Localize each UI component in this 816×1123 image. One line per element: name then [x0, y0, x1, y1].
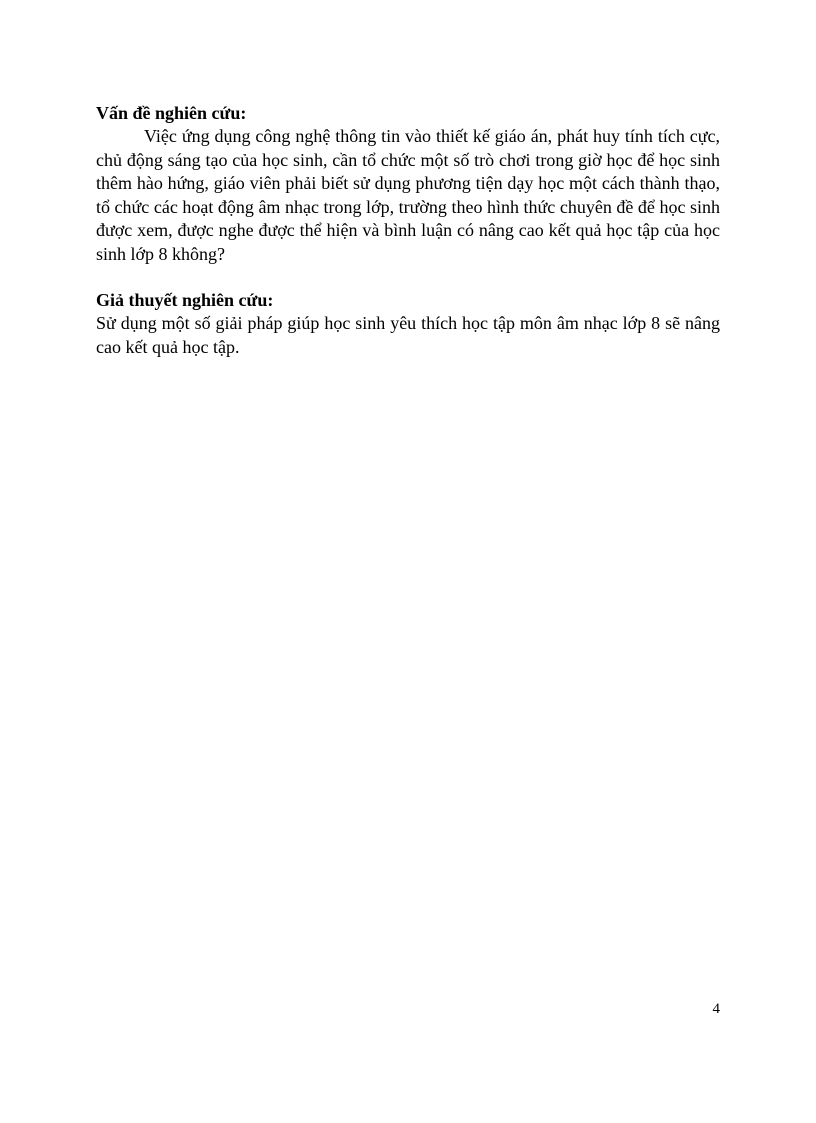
section-heading-hypothesis: Giả thuyết nghiên cứu:: [96, 290, 274, 310]
section-spacer: [96, 266, 720, 289]
page-number: 4: [712, 1001, 720, 1017]
page-content: [96, 102, 720, 359]
paragraph-hypothesis: Sử dụng một số giải pháp giúp học sinh yêu thích học tập môn âm nhạc lớp 8 sẽ nâng cao kết quả học tập.: [96, 313, 720, 357]
section-heading-research-problem: Vấn đề nghiên cứu:: [96, 103, 247, 123]
paragraph-research-problem: Việc ứng dụng công nghệ thông tin vào thiết kế giáo án, phát huy tính tích cực, chủ động sáng tạo của học sinh, cần tổ chức một số trò chơi trong giờ học để học sinh thêm hào hứng, giáo viên phải biết sử dụng phương tiện dạy học một cách thành thạo, tổ chức các hoạt động âm nhạc trong lớp, trường theo hình thức chuyên đề để học sinh được xem, được nghe được thể hiện và bình luận có nâng cao kết quả học tập của học sinh lớp 8 không?: [96, 126, 720, 264]
